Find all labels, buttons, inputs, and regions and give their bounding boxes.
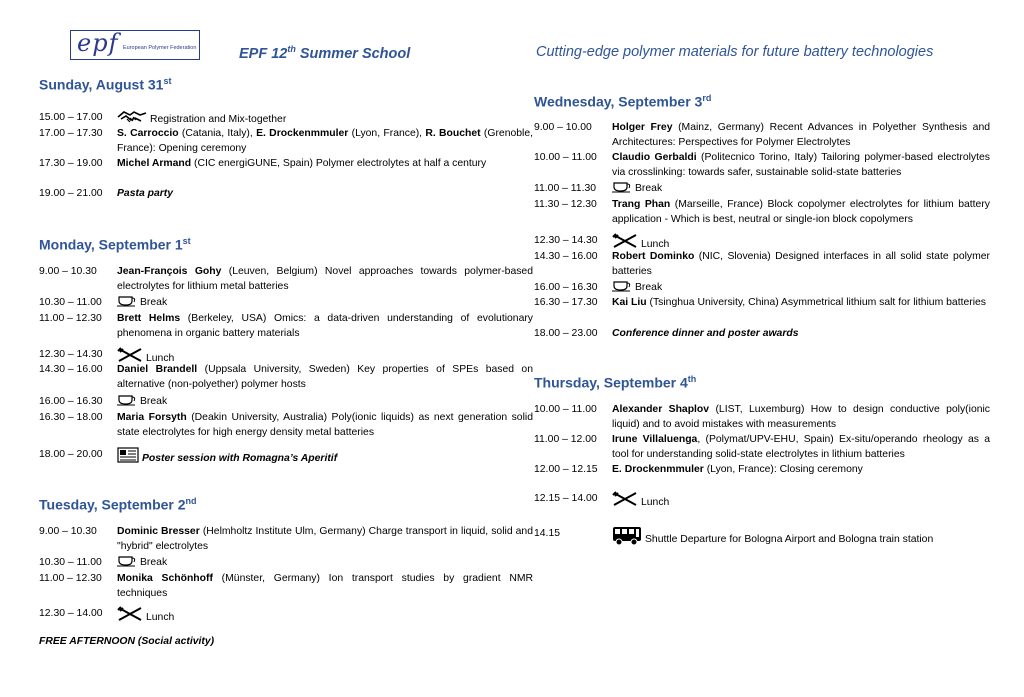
coffee-cup-icon	[117, 394, 137, 406]
logo-subtitle: European Polymer Federation	[123, 45, 197, 51]
cutlery-icon	[117, 606, 143, 622]
cutlery-icon	[612, 233, 638, 249]
coffee-cup-icon	[612, 181, 632, 193]
cutlery-icon	[117, 347, 143, 363]
day-heading-wednesday: Wednesday, September 3rd	[534, 93, 712, 110]
handshake-icon	[117, 110, 147, 124]
logo-mark: epf	[77, 29, 119, 57]
coffee-cup-icon	[612, 280, 632, 292]
free-afternoon-note: FREE AFTERNOON (Social activity)	[39, 636, 215, 647]
bus-icon	[612, 526, 642, 546]
day-heading-thursday: Thursday, September 4th	[534, 374, 697, 391]
day-heading-tuesday: Tuesday, September 2nd	[39, 496, 197, 513]
poster-board-icon	[117, 447, 139, 463]
day-heading-sunday: Sunday, August 31st	[39, 76, 172, 93]
epf-logo	[70, 30, 200, 60]
day-heading-monday: Monday, September 1st	[39, 236, 191, 253]
coffee-cup-icon	[117, 555, 137, 567]
page-title: EPF 12th Summer School	[239, 44, 411, 62]
page-subtitle: Cutting-edge polymer materials for future battery technologies	[536, 44, 934, 60]
cutlery-icon	[612, 491, 638, 507]
coffee-cup-icon	[117, 295, 137, 307]
